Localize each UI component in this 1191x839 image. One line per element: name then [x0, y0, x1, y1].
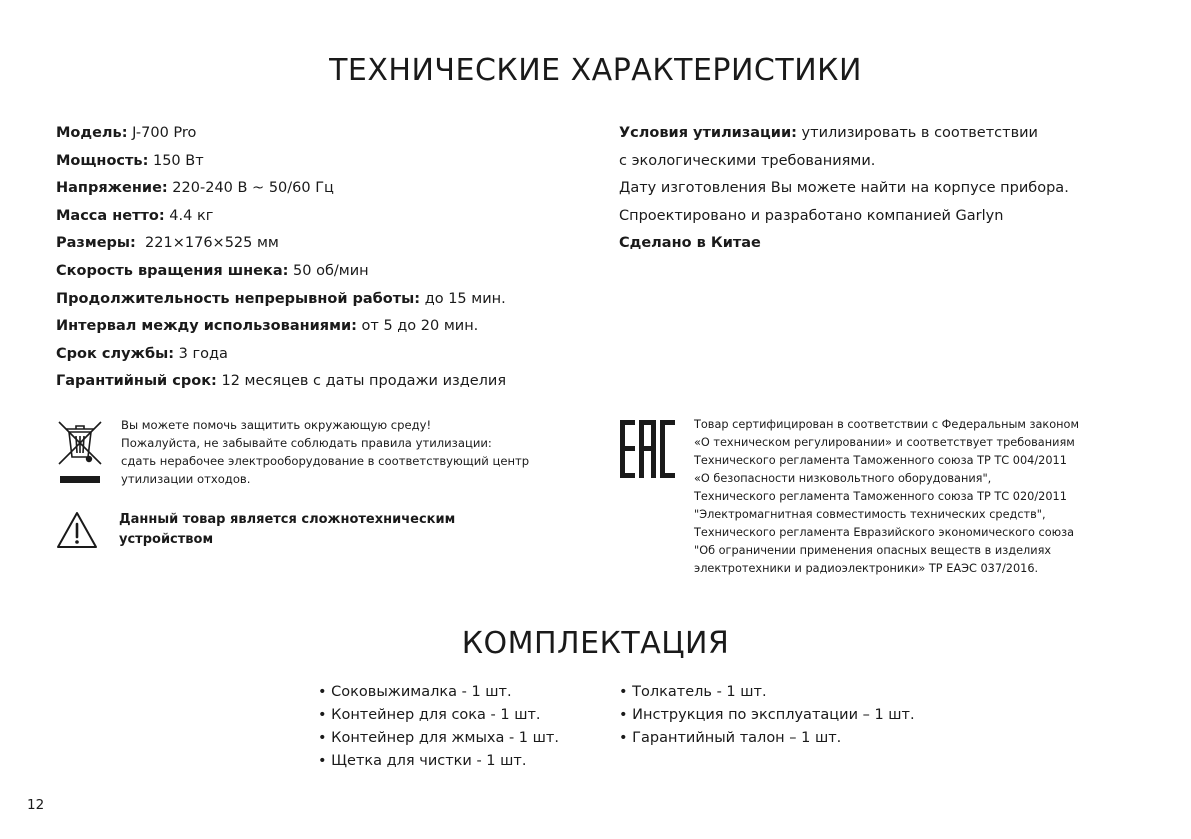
spec-row [56, 175, 506, 203]
spec-value: J-700 Pro [127, 125, 197, 141]
eac-note-line: Товар сертифицирован в соответствии с Федеральным законом [694, 418, 1079, 431]
disposal-info [619, 120, 1069, 258]
recycle-note [121, 416, 529, 488]
recycle-note-line: утилизации отходов. [121, 472, 251, 486]
spec-value: 4.4 кг [164, 207, 214, 224]
made-in-row [619, 230, 1069, 258]
kit-list-left [318, 681, 559, 773]
warning-icon [55, 510, 99, 550]
spec-value: до 15 мин. [420, 290, 506, 307]
manufacture-date-note: Дату изготовления Вы можете найти на корпусе прибора. [619, 180, 1069, 197]
spec-row [56, 368, 506, 396]
spec-label: Срок службы: [56, 345, 175, 362]
spec-label: Модель: [56, 125, 128, 141]
designed-by-note: Спроектировано и разработано компанией Garlyn [619, 207, 1004, 224]
recycle-note-line: Пожалуйста, не забывайте соблюдать правила утилизации: [121, 436, 492, 450]
spec-row [56, 120, 506, 148]
eac-note-line: "Электромагнитная совместимость технических средств", [694, 508, 1046, 521]
warning-line: устройством [119, 532, 214, 547]
spec-label: Напряжение: [56, 180, 168, 197]
page-title: ТЕХНИЧЕСКИЕ ХАРАКТЕРИСТИКИ [329, 53, 862, 88]
crossed-bin-icon [56, 419, 104, 487]
spec-row [56, 230, 506, 258]
kit-title: КОМПЛЕКТАЦИЯ [461, 626, 730, 661]
disposal-value: утилизировать в соответствии [796, 125, 1038, 141]
kit-item: • Инструкция по эксплуатации – 1 шт. [619, 707, 915, 723]
spec-row [56, 258, 506, 286]
spec-value: 220-240 В ~ 50/60 Гц [167, 180, 334, 197]
spec-value: 3 года [174, 345, 228, 362]
specs-list [56, 120, 506, 396]
kit-item: • Гарантийный талон – 1 шт. [619, 730, 842, 746]
spec-label: Скорость вращения шнека: [56, 262, 289, 279]
spec-label: Продолжительность непрерывной работы: [56, 290, 421, 307]
spec-label: Гарантийный срок: [56, 373, 217, 390]
made-in-label: Сделано в Китае [619, 235, 761, 252]
disposal-row [619, 120, 1069, 148]
spec-value: от 5 до 20 мин. [356, 318, 479, 335]
kit-item: • Контейнер для сока - 1 шт. [318, 707, 541, 723]
eac-note-line: Технического регламента Таможенного союза ТР ТС 004/2011 [694, 454, 1067, 467]
spec-label: Мощность: [56, 152, 149, 169]
recycle-note-line: сдать нерабочее электрооборудование в соответствующий центр [121, 454, 530, 468]
disposal-label: Условия утилизации: [619, 125, 797, 141]
eac-note-line: Технического регламента Евразийского экономического союза [694, 526, 1075, 539]
spec-row [56, 313, 506, 341]
eac-note-line: «О безопасности низковольтного оборудования", [694, 472, 992, 485]
spec-label: Интервал между использованиями: [56, 318, 357, 335]
recycle-note-line: Вы можете помочь защитить окружающую среду! [121, 418, 432, 432]
kit-list-right [619, 681, 915, 750]
eac-note-line: Технического регламента Таможенного союза ТР ТС 020/2011 [694, 490, 1067, 503]
kit-item: • Толкатель - 1 шт. [619, 684, 767, 700]
spec-value: 221×176×525 мм [135, 235, 279, 252]
complex-device-warning [119, 510, 455, 550]
kit-item: • Соковыжималка - 1 шт. [318, 684, 512, 700]
spec-row [56, 148, 506, 176]
kit-item: • Щетка для чистки - 1 шт. [318, 753, 527, 769]
spec-row [56, 203, 506, 231]
eac-note-line: электротехники и радиоэлектроники» ТР ЕАЭС 037/2016. [694, 562, 1039, 575]
spec-label: Масса нетто: [56, 207, 165, 224]
disposal-line: с экологическими требованиями. [619, 152, 876, 169]
eac-logo-icon [620, 420, 676, 478]
spec-label: Размеры: [56, 235, 136, 252]
warning-line: Данный товар является сложнотехническим [119, 512, 456, 527]
spec-row [56, 341, 506, 369]
eac-certification-note [694, 416, 1079, 578]
eac-note-line: "Об ограничении применения опасных веществ в изделиях [694, 544, 1052, 557]
spec-value: 12 месяцев с даты продажи изделия [216, 373, 507, 390]
page-number: 12 [27, 797, 45, 813]
kit-item: • Контейнер для жмыха - 1 шт. [318, 730, 559, 746]
spec-value: 150 Вт [148, 152, 204, 169]
spec-row [56, 286, 506, 314]
eac-note-line: «О техническом регулировании» и соответствует требованиям [694, 436, 1075, 449]
spec-value: 50 об/мин [288, 262, 369, 279]
